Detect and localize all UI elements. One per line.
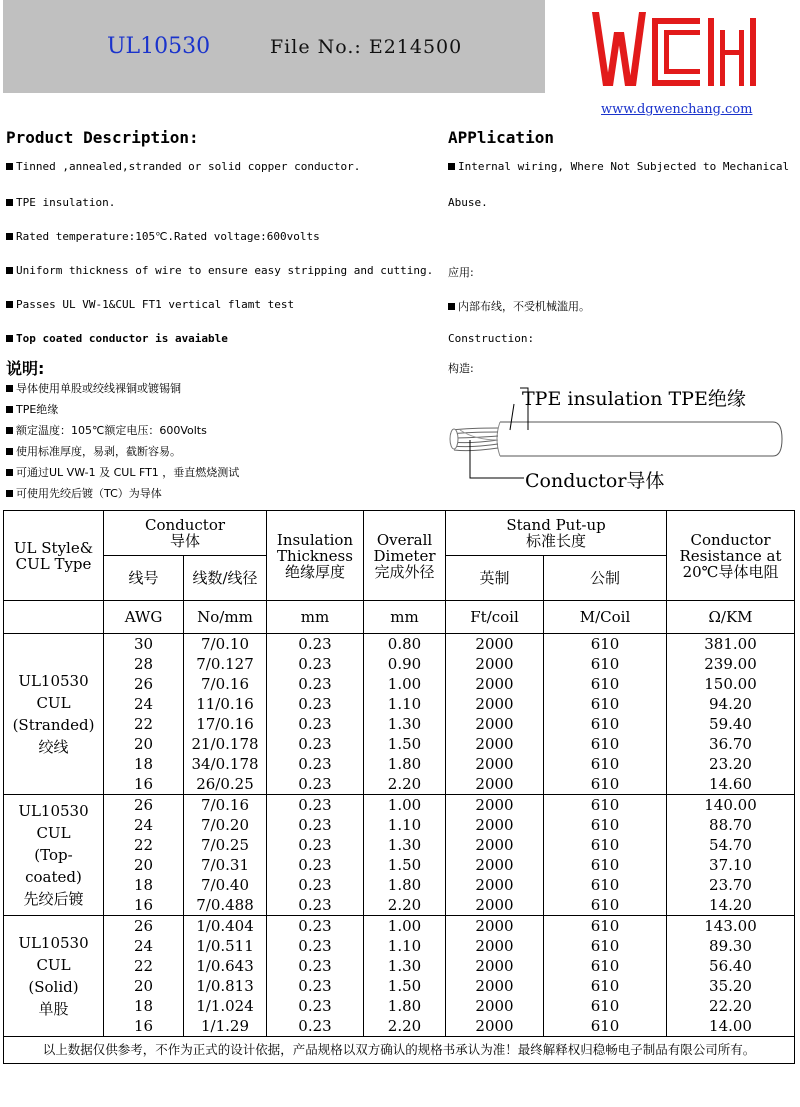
- table-cell: 0.80: [364, 634, 446, 655]
- table-cell: 0.23: [267, 654, 364, 674]
- table-cell: 0.23: [267, 795, 364, 816]
- desc-item: Top coated conductor is avaiable: [6, 332, 228, 345]
- table-cell: 2000: [446, 734, 544, 754]
- header-overall: Overall Dimeter 完成外径: [364, 511, 446, 601]
- table-cell: 54.70: [667, 835, 795, 855]
- table-cell: 610: [544, 734, 667, 754]
- table-cell: 20: [104, 976, 184, 996]
- table-cell: 0.23: [267, 855, 364, 875]
- table-cell: 37.10: [667, 855, 795, 875]
- table-cell: 16: [104, 774, 184, 795]
- table-cell: 88.70: [667, 815, 795, 835]
- table-cell: 1/1.024: [184, 996, 267, 1016]
- website-link[interactable]: www.dgwenchang.com: [601, 102, 753, 117]
- table-cell: 35.20: [667, 976, 795, 996]
- table-cell: 0.23: [267, 996, 364, 1016]
- cn-desc-item: 可通过UL VW-1 及 CUL FT1 ，垂直燃烧测试: [6, 464, 239, 480]
- table-cell: 24: [104, 694, 184, 714]
- desc-item: TPE insulation.: [6, 196, 115, 209]
- application-title: APPlication: [448, 128, 554, 147]
- disclaimer-footer: 以上数据仅供参考，不作为正式的设计依据，产品规格以双方确认的规格书承认为准！最终解释权归稳畅电子制品有限公司所有。: [4, 1037, 795, 1064]
- table-cell: 610: [544, 1016, 667, 1037]
- table-cell: 0.23: [267, 976, 364, 996]
- table-cell: 7/0.16: [184, 674, 267, 694]
- table-row: [4, 654, 795, 674]
- table-cell: 610: [544, 855, 667, 875]
- table-row: [4, 996, 795, 1016]
- sub-strand: 线数/线径: [184, 556, 267, 601]
- table-cell: 1/0.511: [184, 936, 267, 956]
- table-cell: 0.23: [267, 714, 364, 734]
- table-row: [4, 956, 795, 976]
- table-cell: 610: [544, 976, 667, 996]
- table-cell: 0.23: [267, 734, 364, 754]
- table-cell: 14.00: [667, 1016, 795, 1037]
- table-row: [4, 1016, 795, 1037]
- file-number: File No.: E214500: [270, 36, 463, 58]
- table-cell: 1.80: [364, 996, 446, 1016]
- table-cell: 1.80: [364, 875, 446, 895]
- application-cn-label: 应用:: [448, 266, 474, 279]
- table-cell: 7/0.488: [184, 895, 267, 916]
- table-cell: 14.20: [667, 895, 795, 916]
- group-label: UL10530 CUL (Top- coated) 先绞后镀: [4, 795, 104, 916]
- table-cell: 7/0.10: [184, 634, 267, 655]
- table-cell: 2000: [446, 1016, 544, 1037]
- table-cell: 0.23: [267, 694, 364, 714]
- table-cell: 16: [104, 895, 184, 916]
- cn-desc-item: 导体使用单股或绞线裸铜或镀锡铜: [6, 380, 181, 396]
- table-cell: 7/0.20: [184, 815, 267, 835]
- table-row: [4, 936, 795, 956]
- table-row: [4, 895, 795, 916]
- table-cell: 0.23: [267, 815, 364, 835]
- table-cell: 2000: [446, 674, 544, 694]
- table-cell: 2000: [446, 694, 544, 714]
- table-cell: 1.30: [364, 956, 446, 976]
- table-cell: 2000: [446, 815, 544, 835]
- cn-desc-item: 使用标准厚度，易剥，截断容易。: [6, 443, 181, 459]
- table-cell: 0.23: [267, 674, 364, 694]
- table-cell: 150.00: [667, 674, 795, 694]
- table-cell: 21/0.178: [184, 734, 267, 754]
- table-cell: 94.20: [667, 694, 795, 714]
- table-cell: 17/0.16: [184, 714, 267, 734]
- table-cell: 18: [104, 996, 184, 1016]
- table-cell: 0.23: [267, 634, 364, 655]
- table-cell: 26/0.25: [184, 774, 267, 795]
- table-cell: 1.50: [364, 855, 446, 875]
- table-row: [4, 774, 795, 795]
- table-cell: 16: [104, 1016, 184, 1037]
- product-description-title: Product Description:: [6, 128, 199, 147]
- table-cell: 1.30: [364, 835, 446, 855]
- table-cell: 1/1.29: [184, 1016, 267, 1037]
- table-cell: 30: [104, 634, 184, 655]
- table-cell: 1.10: [364, 694, 446, 714]
- conductor-label: Conductor导体: [525, 470, 665, 492]
- table-cell: 381.00: [667, 634, 795, 655]
- header-resistance: Conductor Resistance at 20℃导体电阻: [667, 511, 795, 601]
- table-cell: 11/0.16: [184, 694, 267, 714]
- table-cell: 2000: [446, 976, 544, 996]
- table-cell: 239.00: [667, 654, 795, 674]
- unit-cell: Ft/coil: [446, 601, 544, 634]
- table-cell: 0.90: [364, 654, 446, 674]
- spec-table: [3, 510, 795, 1064]
- group-label: UL10530 CUL (Stranded) 绞线: [4, 634, 104, 795]
- table-cell: 2000: [446, 795, 544, 816]
- table-cell: 2000: [446, 936, 544, 956]
- table-cell: 22: [104, 714, 184, 734]
- application-line: Abuse.: [448, 196, 488, 209]
- table-cell: 2000: [446, 916, 544, 937]
- table-row: [4, 855, 795, 875]
- table-cell: 140.00: [667, 795, 795, 816]
- desc-item: Tinned ,annealed,stranded or solid copper conductor.: [6, 160, 360, 173]
- table-cell: 143.00: [667, 916, 795, 937]
- table-cell: 2000: [446, 754, 544, 774]
- table-cell: 26: [104, 916, 184, 937]
- table-row: [4, 734, 795, 754]
- table-cell: 0.23: [267, 835, 364, 855]
- table-cell: 26: [104, 674, 184, 694]
- table-cell: 0.23: [267, 916, 364, 937]
- sub-imperial: 英制: [446, 556, 544, 601]
- table-cell: 7/0.31: [184, 855, 267, 875]
- table-cell: 1.80: [364, 754, 446, 774]
- table-row: [4, 714, 795, 734]
- table-cell: 2.20: [364, 1016, 446, 1037]
- table-cell: 24: [104, 815, 184, 835]
- application-line: Internal wiring, Where Not Subjected to Mechanical: [448, 160, 789, 173]
- table-cell: 1/0.813: [184, 976, 267, 996]
- group-label: UL10530 CUL (Solid) 单股: [4, 916, 104, 1037]
- table-cell: 18: [104, 754, 184, 774]
- unit-cell: Ω/KM: [667, 601, 795, 634]
- construction-cn-label: 构造:: [448, 362, 474, 375]
- table-cell: 610: [544, 634, 667, 655]
- unit-cell: M/Coil: [544, 601, 667, 634]
- table-cell: 7/0.16: [184, 795, 267, 816]
- table-cell: 0.23: [267, 774, 364, 795]
- table-cell: 2000: [446, 714, 544, 734]
- construction-label: Construction:: [448, 332, 535, 345]
- table-cell: 2.20: [364, 774, 446, 795]
- sub-metric: 公制: [544, 556, 667, 601]
- table-cell: 610: [544, 795, 667, 816]
- table-cell: 7/0.127: [184, 654, 267, 674]
- table-cell: 56.40: [667, 956, 795, 976]
- table-cell: 610: [544, 654, 667, 674]
- table-cell: 610: [544, 956, 667, 976]
- table-row: [4, 835, 795, 855]
- table-cell: 20: [104, 855, 184, 875]
- table-cell: 2000: [446, 654, 544, 674]
- table-cell: 610: [544, 936, 667, 956]
- table-cell: 18: [104, 875, 184, 895]
- header-style: UL Style& CUL Type: [4, 511, 104, 601]
- header-conductor: Conductor 导体: [104, 511, 267, 556]
- desc-item: Uniform thickness of wire to ensure easy stripping and cutting.: [6, 264, 433, 277]
- table-cell: 0.23: [267, 875, 364, 895]
- table-cell: 0.23: [267, 936, 364, 956]
- table-row: [4, 976, 795, 996]
- table-cell: 610: [544, 895, 667, 916]
- table-cell: 28: [104, 654, 184, 674]
- desc-item: Rated temperature:105℃.Rated voltage:600volts: [6, 230, 320, 243]
- table-cell: 610: [544, 714, 667, 734]
- table-cell: 0.23: [267, 1016, 364, 1037]
- table-cell: 2000: [446, 956, 544, 976]
- table-row: [4, 916, 795, 937]
- unit-blank: [4, 601, 104, 634]
- table-cell: 2000: [446, 835, 544, 855]
- table-cell: 7/0.25: [184, 835, 267, 855]
- table-row: [4, 795, 795, 816]
- desc-item: Passes UL VW-1&CUL FT1 vertical flamt test: [6, 298, 294, 311]
- table-cell: 36.70: [667, 734, 795, 754]
- table-cell: 1.30: [364, 714, 446, 734]
- table-cell: 89.30: [667, 936, 795, 956]
- table-cell: 1/0.643: [184, 956, 267, 976]
- table-cell: 1.50: [364, 976, 446, 996]
- table-cell: 22: [104, 956, 184, 976]
- table-cell: 26: [104, 795, 184, 816]
- table-cell: 0.23: [267, 754, 364, 774]
- table-cell: 0.23: [267, 956, 364, 976]
- table-cell: 610: [544, 875, 667, 895]
- table-cell: 22.20: [667, 996, 795, 1016]
- table-cell: 14.60: [667, 774, 795, 795]
- table-row: [4, 815, 795, 835]
- table-row: [4, 694, 795, 714]
- tpe-insulation-label: TPE insulation TPE绝缘: [522, 388, 746, 410]
- application-cn-text: 内部布线，不受机械滥用。: [448, 298, 590, 314]
- table-cell: 610: [544, 774, 667, 795]
- table-row: [4, 754, 795, 774]
- table-cell: 2000: [446, 774, 544, 795]
- table-cell: 610: [544, 916, 667, 937]
- unit-cell: AWG: [104, 601, 184, 634]
- table-cell: 23.20: [667, 754, 795, 774]
- table-cell: 1.10: [364, 815, 446, 835]
- table-cell: 1.00: [364, 674, 446, 694]
- table-row: [4, 634, 795, 655]
- cn-description-title: 说明:: [6, 359, 45, 378]
- sub-gauge: 线号: [104, 556, 184, 601]
- unit-cell: No/mm: [184, 601, 267, 634]
- table-row: [4, 674, 795, 694]
- table-cell: 610: [544, 815, 667, 835]
- table-cell: 22: [104, 835, 184, 855]
- table-cell: 20: [104, 734, 184, 754]
- table-cell: 0.23: [267, 895, 364, 916]
- table-cell: 2.20: [364, 895, 446, 916]
- table-cell: 610: [544, 694, 667, 714]
- table-cell: 610: [544, 835, 667, 855]
- table-cell: 2000: [446, 996, 544, 1016]
- table-cell: 610: [544, 996, 667, 1016]
- table-cell: 23.70: [667, 875, 795, 895]
- unit-cell: mm: [267, 601, 364, 634]
- table-cell: 24: [104, 936, 184, 956]
- header-insulation: Insulation Thickness 绝缘厚度: [267, 511, 364, 601]
- table-cell: 1.00: [364, 916, 446, 937]
- cn-desc-item: 额定温度：105℃额定电压：600Volts: [6, 422, 207, 438]
- table-cell: 610: [544, 674, 667, 694]
- table-cell: 1.50: [364, 734, 446, 754]
- table-cell: 2000: [446, 855, 544, 875]
- table-cell: 1/0.404: [184, 916, 267, 937]
- table-cell: 34/0.178: [184, 754, 267, 774]
- cn-desc-item: TPE绝缘: [6, 401, 58, 417]
- table-row: [4, 875, 795, 895]
- table-cell: 2000: [446, 895, 544, 916]
- unit-cell: mm: [364, 601, 446, 634]
- table-cell: 2000: [446, 875, 544, 895]
- model-title: UL10530: [107, 34, 211, 59]
- company-logo: [592, 12, 762, 86]
- table-cell: 7/0.40: [184, 875, 267, 895]
- header-standput: Stand Put-up 标准长度: [446, 511, 667, 556]
- table-cell: 1.00: [364, 795, 446, 816]
- table-cell: 59.40: [667, 714, 795, 734]
- table-cell: 610: [544, 754, 667, 774]
- table-cell: 2000: [446, 634, 544, 655]
- table-cell: 1.10: [364, 936, 446, 956]
- cn-desc-item: 可使用先绞后镀（TC）为导体: [6, 485, 162, 501]
